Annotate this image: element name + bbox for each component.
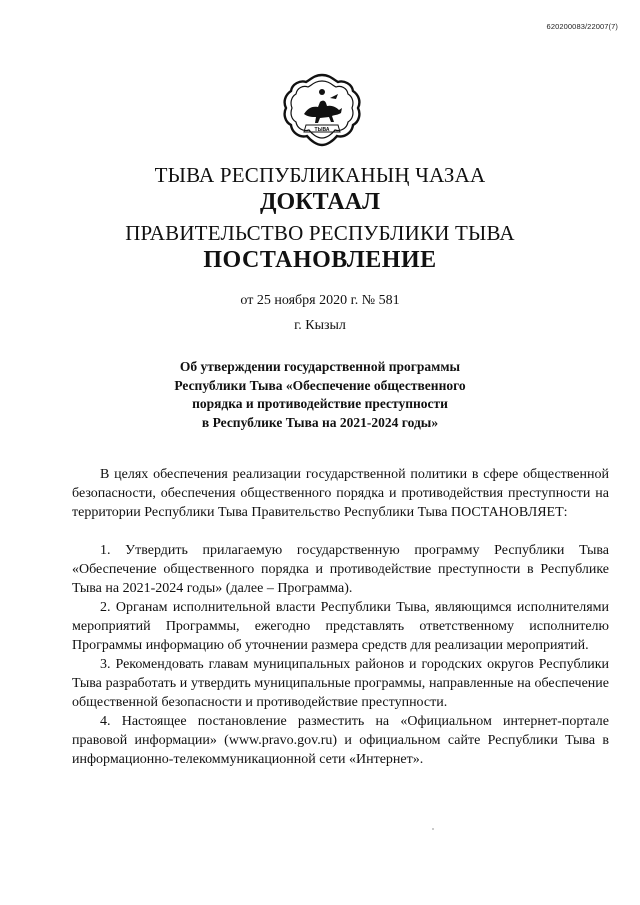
title-line: Республики Тыва «Обеспечение общественного [174,377,466,393]
title-line: Об утверждении государственной программы [179,359,461,374]
document-title [0,358,640,432]
city: г. Кызыл [294,318,346,333]
russian-authority-heading: ПРАВИТЕЛЬСТВО РЕСПУБЛИКИ ТЫВА [125,221,515,245]
tuvan-doc-type-heading: ДОКТААЛ [260,189,380,215]
resolution-item-3: 3. Рекомендовать главам муниципальных районов и городских округов Республики Тыва разработать и утвердить муниципальные программы, направленные на обеспечение общественной безопасности и противодействие преступности. [72,657,609,710]
document-body [72,465,609,769]
date-and-number: от 25 ноября 2020 г. № 581 [240,293,400,308]
tuva-coat-of-arms-icon [282,72,362,148]
emblem-ribbon-text: ТЫВА [314,127,330,133]
resolution-item-2: 2. Органам исполнительной власти Республики Тыва, являющимся исполнителями мероприятий Программы, ежегодно представлять ответственному исполнителю Программы информацию об уточнении размера средств для реализации мероприятий. [72,600,609,653]
preamble-paragraph: В целях обеспечения реализации государственной политики в сфере общественной безопасности, обеспечения общественного порядка и противодействия преступности на территории Республики Тыва Правительство Республики Тыва ПОСТАНОВЛЯЕТ: [72,467,609,520]
tuvan-authority-heading: ТЫВА РЕСПУБЛИКАНЫҢ ЧАЗАА [154,163,486,187]
russian-doc-type-heading: ПОСТАНОВЛЕНИЕ [203,247,437,273]
document-number: 620200083/22007(7) [546,22,618,31]
scan-artifact [432,828,434,830]
title-line: порядка и противодействие преступности [192,396,448,411]
resolution-item-1: 1. Утвердить прилагаемую государственную программу Республики Тыва «Обеспечение общественного порядка и противодействие преступности в Республике Тыва на 2021-2024 годы» (далее – Программа). [72,543,609,596]
title-line: в Республике Тыва на 2021-2024 годы» [201,414,439,430]
resolution-item-4: 4. Настоящее постановление разместить на «Официальном интернет-портале правовой информации» (www.pravo.gov.ru) и официальном сайте Республики Тыва в информационно-телекоммуникационной сети «Интернет». [72,714,609,767]
